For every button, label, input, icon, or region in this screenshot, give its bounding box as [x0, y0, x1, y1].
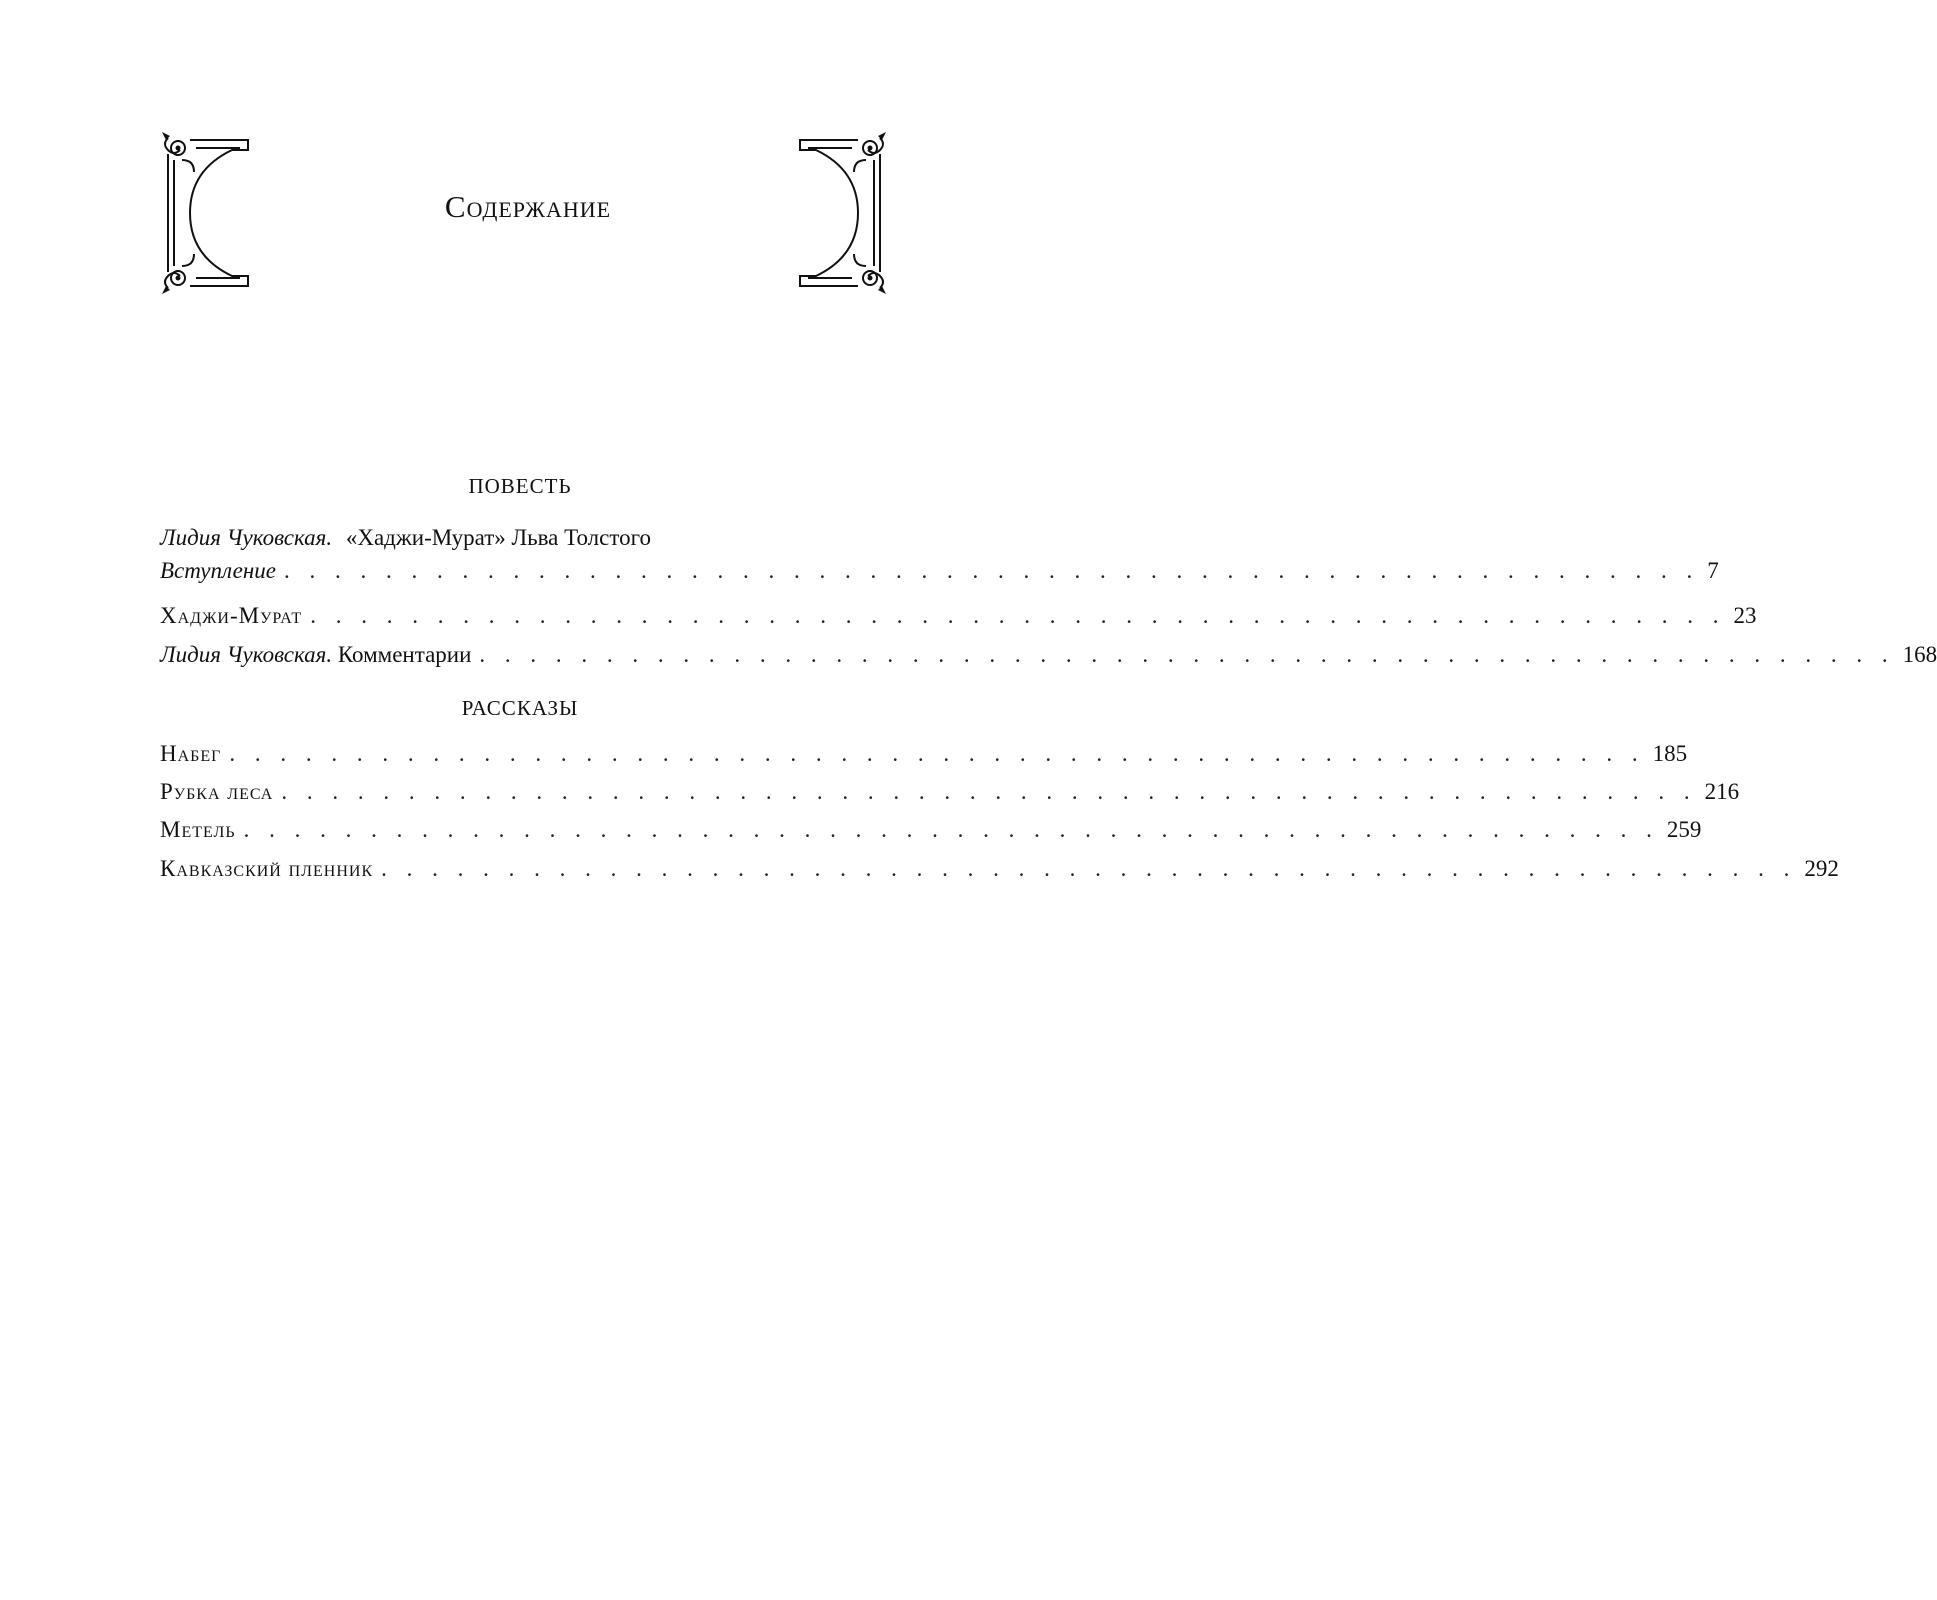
- preface-title: «Хаджи-Мурат» Льва Толстого: [345, 525, 651, 550]
- preface-author: Лидия Чуковская.: [160, 525, 333, 550]
- toc-entry[interactable]: [160, 815, 1702, 845]
- toc-entry-title: Метель: [160, 817, 236, 842]
- toc-entry-page: 292: [1804, 856, 1839, 881]
- toc-entry-page: 185: [1652, 741, 1688, 766]
- toc-entry-title: Набег: [160, 741, 222, 766]
- toc-entry[interactable]: [160, 640, 1937, 670]
- leader-dots: . . . . . . . . . . . . . . . . . . . . . . . . . . . . . . . . . . . . . . . . . . . . . . . . . . . . . . . .: [310, 603, 1726, 628]
- section-heading-povest: ПОВЕСТЬ: [468, 474, 572, 498]
- toc-entry-title: Хаджи-Мурат: [160, 603, 303, 628]
- toc-entry[interactable]: [160, 556, 1719, 586]
- page-title: Содержание: [444, 189, 612, 224]
- toc-entry-page: 216: [1704, 779, 1740, 804]
- toc-entry-title: Рубка леса: [160, 779, 274, 804]
- toc-entry[interactable]: [160, 739, 1688, 769]
- leader-dots: . . . . . . . . . . . . . . . . . . . . . . . . . . . . . . . . . . . . . . . . . . . . . . . . . . . . . . . .: [381, 856, 1797, 881]
- right-ornament-icon: [796, 130, 888, 296]
- toc-entry-page: 7: [1707, 558, 1719, 583]
- section-heading-rasskazy: РАССКАЗЫ: [461, 696, 579, 720]
- leader-dots: . . . . . . . . . . . . . . . . . . . . . . . . . . . . . . . . . . . . . . . . . . . . . . . . . . . . . . . .: [229, 741, 1645, 766]
- toc-entry-author: Лидия Чуковская.: [160, 642, 333, 667]
- toc-entry-title: Комментарии: [337, 642, 472, 667]
- toc-entry-title-group: [160, 640, 471, 670]
- toc-entry-page: 259: [1666, 817, 1702, 842]
- toc-entry-title: Вступление: [160, 558, 276, 583]
- toc-entry-page: 168: [1902, 642, 1937, 667]
- toc-entry[interactable]: [160, 854, 1839, 884]
- toc-preface-line: [160, 523, 880, 553]
- toc-entry[interactable]: [160, 777, 1740, 807]
- left-ornament-icon: [160, 130, 252, 296]
- leader-dots: . . . . . . . . . . . . . . . . . . . . . . . . . . . . . . . . . . . . . . . . . . . . . . . . . . . . . . . .: [283, 558, 1700, 583]
- toc-entry-title: Кавказский пленник: [160, 856, 374, 881]
- leader-dots: . . . . . . . . . . . . . . . . . . . . . . . . . . . . . . . . . . . . . . . . . . . . . . . . . . . . . . . .: [479, 642, 1895, 667]
- toc-entry[interactable]: [160, 601, 1757, 631]
- leader-dots: . . . . . . . . . . . . . . . . . . . . . . . . . . . . . . . . . . . . . . . . . . . . . . . . . . . . . . . .: [243, 817, 1659, 842]
- toc-entry-page: 23: [1733, 603, 1757, 628]
- leader-dots: . . . . . . . . . . . . . . . . . . . . . . . . . . . . . . . . . . . . . . . . . . . . . . . . . . . . . . . .: [281, 779, 1697, 804]
